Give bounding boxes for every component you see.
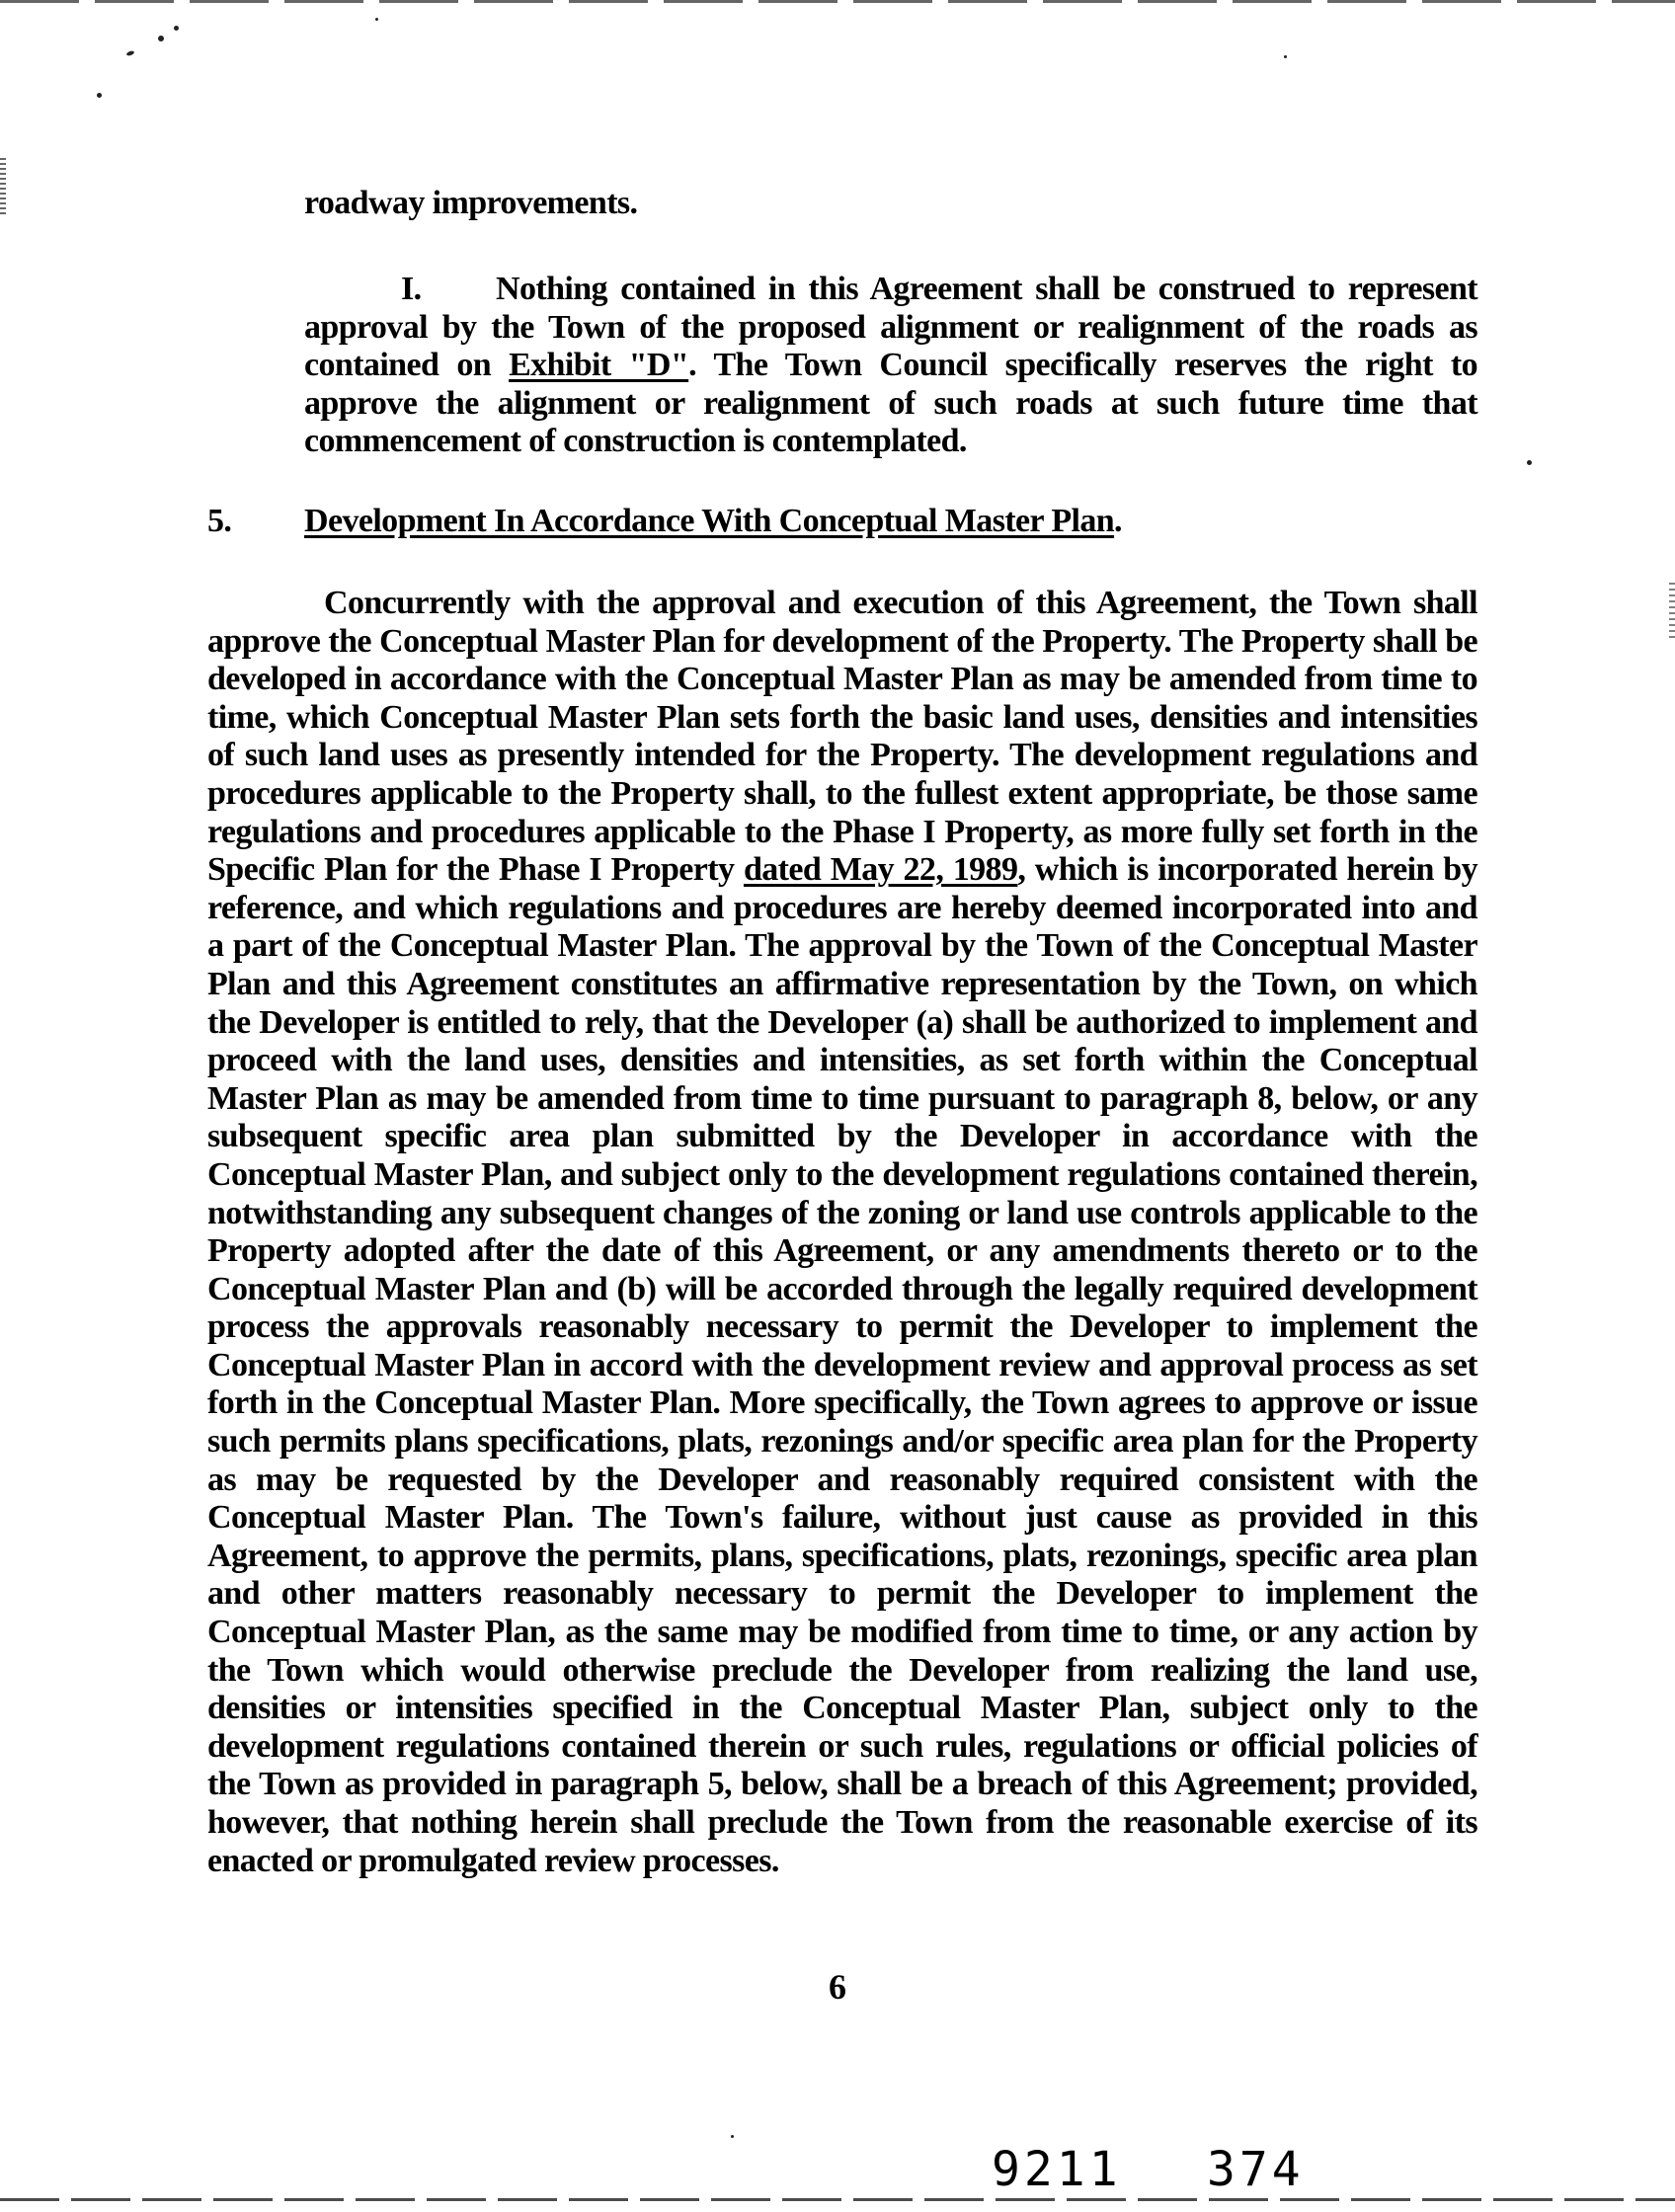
scan-top-edge [0, 0, 1675, 3]
item-i-label: I. [401, 271, 422, 307]
section-5-body-text: Concurrently with the approval and execution of this Agreement, the Town shall approve the Conceptual Master Plan for development of the Property. The Property shall be developed in accordance with the Conceptual Master Plan as may be amended from time to time, which Conceptual Master Plan sets forth the basic land uses, densities and intensities of such land uses as presently intended for the Property. The development regulations and procedures applicable to the Property shall, to the fullest extent appropriate, be those same regulations and procedures applicable to the Phase I Property, as more fully set forth in the Specific Plan for the Phase I Property [207, 585, 1477, 889]
scan-speck [1527, 460, 1532, 465]
section-5-body-text-continued: , which is incorporated herein by reference, and which regulations and procedures are hereby deemed incorporated into and a part of the Conceptual Master Plan. The approval by the Town of the Conceptual Master Plan and this Agreement constitutes an affirmative representation by the Town, on which the Developer is entitled to rely, that the Developer (a) shall be authorized to implement and proceed with the land uses, densities and intensities, as set forth within the Conceptual Master Plan as may be amended from time to time pursuant to paragraph 8, below, or any subsequent specific area plan submitted by the Developer in accordance with the Conceptual Master Plan, and subject only to the development regulations contained therein, notwithstanding any subsequent changes of the zoning or land use controls applicable to the Property adopted after the date of this Agreement, or any amendments thereto or to the Conceptual Master Plan and (b) will be accorded through the legally required development process the approvals reasonably necessary to permit the Developer to implement the Conceptual Master Plan in accord with the development review and approval process as set forth in the Conceptual Master Plan. More specifically, the Town agrees to approve or issue such permits plans specifications, plats, rezonings and/or specific area plan for the Property as may be requested by the Developer and reasonably required consistent with the Conceptual Master Plan. The Town's failure, without just cause as provided in this Agreement, to approve the permits, plans, specifications, plats, rezonings, specific area plan and other matters reasonably necessary to permit the Developer to implement the Conceptual Master Plan, as the same may be modified from time to time, or any action by the Town which would otherwise preclude the Developer from realizing the land use, densities or intensities specified in the Conceptual Master Plan, subject only to the development regulations contained therein or such rules, regulations or official policies of the Town as provided in paragraph 5, below, shall be a breach of this Agreement; provided, however, that nothing herein shall preclude the Town from the reasonable exercise of its enacted or promulgated review processes. [207, 851, 1477, 1879]
scan-speck [1284, 55, 1287, 58]
item-i-text: Nothing contained in this Agreement shall be construed to represent approval by the Town of the proposed alignment or realignment of the roads as contained on [304, 271, 1477, 384]
scan-speck [731, 2135, 734, 2138]
section-5-number: 5. [207, 503, 232, 539]
item-i-text-continued: . The Town Council specifically reserves the right to approve the alignment or realignment of such roads at such future time that commencement of construction is contemplated. [304, 347, 1478, 460]
document-code-1: 9211 [992, 2142, 1122, 2197]
section-5-body [207, 585, 1477, 1880]
exhibit-d-reference: Exhibit "D" [509, 347, 689, 384]
section-5-heading [207, 502, 1122, 541]
scan-speck [158, 36, 164, 41]
section-5-title: Development In Accordance With Conceptual Master Plan [304, 503, 1115, 539]
continuation-text: roadway improvements. [304, 185, 638, 221]
scan-speck [126, 50, 135, 56]
scan-right-edge-noise [1669, 583, 1675, 642]
scan-speck [174, 26, 179, 31]
document-code-2: 374 [1207, 2142, 1305, 2197]
section-5-title-period: . [1114, 503, 1122, 539]
page-number: 6 [829, 1967, 846, 2007]
scan-speck [375, 18, 378, 21]
scan-speck [97, 93, 102, 98]
item-i-paragraph [304, 271, 1477, 461]
scan-bottom-edge [0, 2198, 1675, 2201]
scan-left-edge-noise [0, 158, 6, 217]
specific-plan-date: dated May 22, 1989 [743, 851, 1018, 889]
